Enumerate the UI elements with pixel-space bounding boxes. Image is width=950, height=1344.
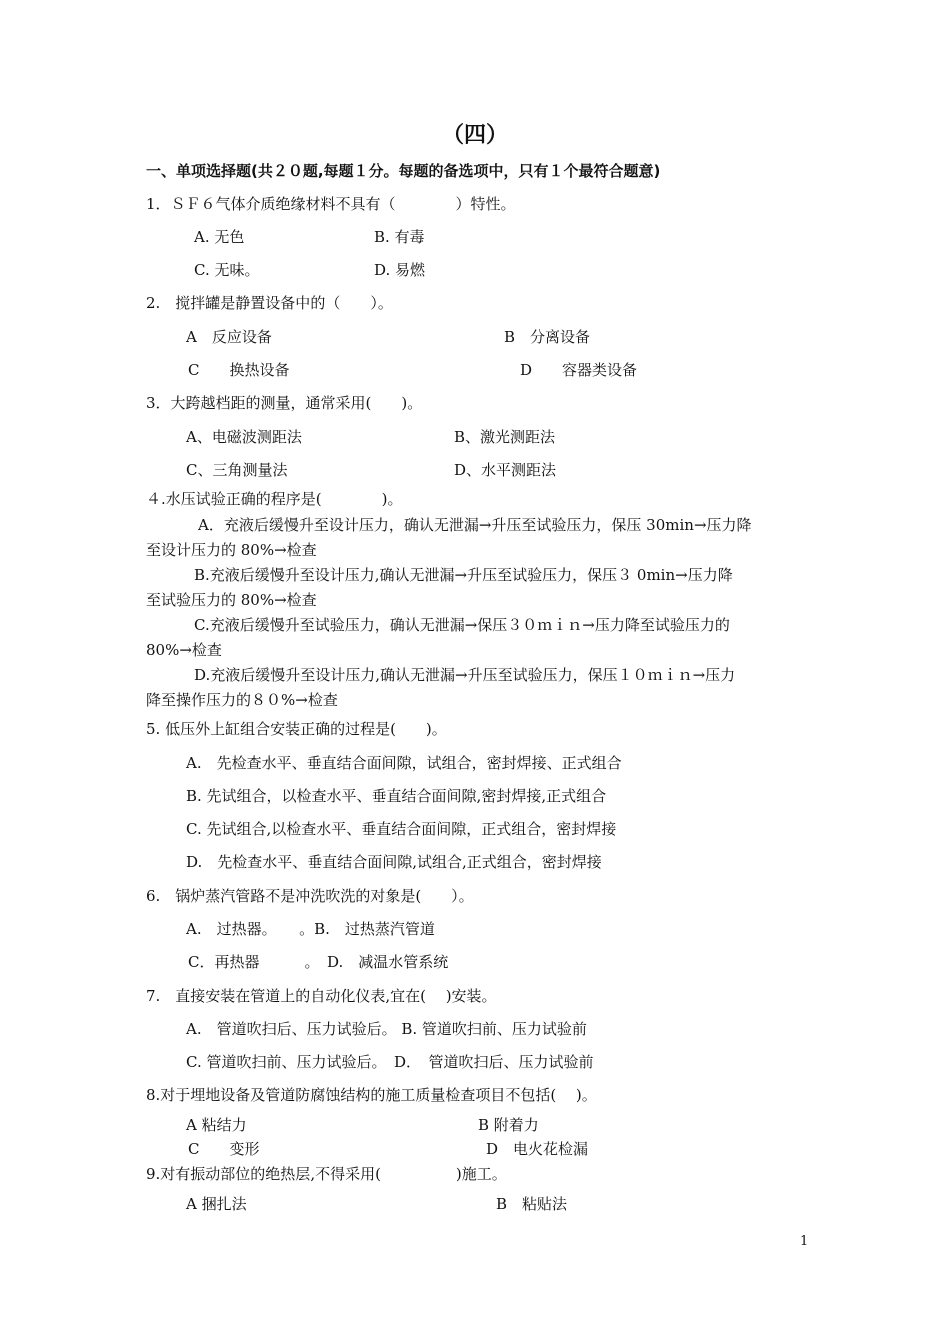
question-2-option-b: B 分离设备 bbox=[504, 328, 591, 346]
question-7-option-cd: C. 管道吹扫前、压力试验后。 D． 管道吹扫后、压力试验前 bbox=[186, 1053, 594, 1071]
question-4-option-a-line2: 至设计压力的 80%→检查 bbox=[146, 541, 317, 559]
question-4-option-a-line1: A．充液后缓慢升至设计压力，确认无泄漏→升压至试验压力，保压 30min→压力降 bbox=[198, 516, 752, 534]
question-4-option-b-line2: 至试验压力的 80%→检查 bbox=[146, 591, 317, 609]
question-2-option-c: C 换热设备 bbox=[188, 361, 290, 379]
question-5-option-a: A. 先检查水平、垂直结合面间隙，试组合，密封焊接、正式组合 bbox=[186, 754, 622, 772]
question-6-stem: 6. 锅炉蒸汽管路不是冲洗吹洗的对象是( ）。 bbox=[146, 887, 474, 905]
question-1-option-b: B. 有毒 bbox=[374, 228, 425, 246]
question-1-option-c: C. 无味。 bbox=[194, 261, 260, 279]
question-1-option-d: D. 易燃 bbox=[374, 261, 426, 279]
question-4-stem: ４.水压试验正确的程序是( )。 bbox=[146, 490, 403, 508]
question-1-stem: 1．ＳＦ６气体介质绝缘材料不具有（ ）特性。 bbox=[146, 195, 516, 213]
question-9-stem: 9.对有振动部位的绝热层,不得采用( )施工。 bbox=[146, 1165, 507, 1183]
question-7-option-ab: A. 管道吹扫后、压力试验后。 B. 管道吹扫前、压力试验前 bbox=[186, 1020, 587, 1038]
section-heading: 一、单项选择题(共２０题,每题１分。每题的备选项中，只有１个最符合题意) bbox=[146, 162, 661, 180]
question-3-stem: 3．大跨越档距的测量，通常采用( )。 bbox=[146, 394, 423, 412]
question-4-option-b-line1: B.充液后缓慢升至设计压力,确认无泄漏→升压至试验压力，保压３ 0min→压力降 bbox=[194, 566, 733, 584]
question-5-stem: 5. 低压外上缸组合安装正确的过程是( )。 bbox=[146, 720, 447, 738]
question-3-option-a: A、电磁波测距法 bbox=[186, 428, 302, 446]
question-4-option-c-line1: C.充液后缓慢升至试验压力，确认无泄漏→保压３０ｍｉｎ→压力降至试验压力的 bbox=[194, 616, 730, 634]
question-5-option-b: B. 先试组合，以检查水平、垂直结合面间隙,密封焊接,正式组合 bbox=[186, 787, 607, 805]
question-1-option-a: A. 无色 bbox=[194, 228, 245, 246]
question-2-option-a: A 反应设备 bbox=[186, 328, 272, 346]
question-8-option-a: A 粘结力 bbox=[186, 1116, 247, 1134]
question-5-option-d: D. 先检查水平、垂直结合面间隙,试组合,正式组合，密封焊接 bbox=[186, 853, 602, 871]
page-number: 1 bbox=[800, 1234, 809, 1249]
question-3-option-d: D、水平测距法 bbox=[454, 461, 557, 479]
question-2-stem: 2. 搅拌罐是静置设备中的（ ）。 bbox=[146, 294, 393, 312]
page-title: （四） bbox=[441, 122, 508, 148]
question-4-option-d-line1: D.充液后缓慢升至设计压力,确认无泄漏→升压至试验压力，保压１０ｍｉｎ→压力 bbox=[194, 666, 736, 684]
question-3-option-c: C、三角测量法 bbox=[186, 461, 288, 479]
question-6-option-ab: A. 过热器。 。B. 过热蒸汽管道 bbox=[186, 920, 435, 938]
question-6-option-cd: C．再热器 。 D. 减温水管系统 bbox=[188, 953, 449, 971]
question-4-option-c-line2: 80%→检查 bbox=[146, 641, 222, 659]
question-4-option-d-line2: 降至操作压力的８０%→检查 bbox=[146, 691, 338, 709]
question-8-stem: 8.对于埋地设备及管道防腐蚀结构的施工质量检查项目不包括( )。 bbox=[146, 1086, 597, 1104]
question-5-option-c: C. 先试组合,以检查水平、垂直结合面间隙，正式组合，密封焊接 bbox=[186, 820, 617, 838]
question-9-option-b: B 粘贴法 bbox=[496, 1195, 568, 1213]
question-8-option-d: D 电火花检漏 bbox=[486, 1140, 589, 1158]
question-8-option-b: B 附着力 bbox=[478, 1116, 539, 1134]
question-3-option-b: B、激光测距法 bbox=[454, 428, 556, 446]
question-2-option-d: D 容器类设备 bbox=[520, 361, 638, 379]
question-8-option-c: C 变形 bbox=[188, 1140, 260, 1158]
question-9-option-a: A 捆扎法 bbox=[186, 1195, 247, 1213]
question-7-stem: 7. 直接安装在管道上的自动化仪表,宜在( )安装。 bbox=[146, 987, 497, 1005]
